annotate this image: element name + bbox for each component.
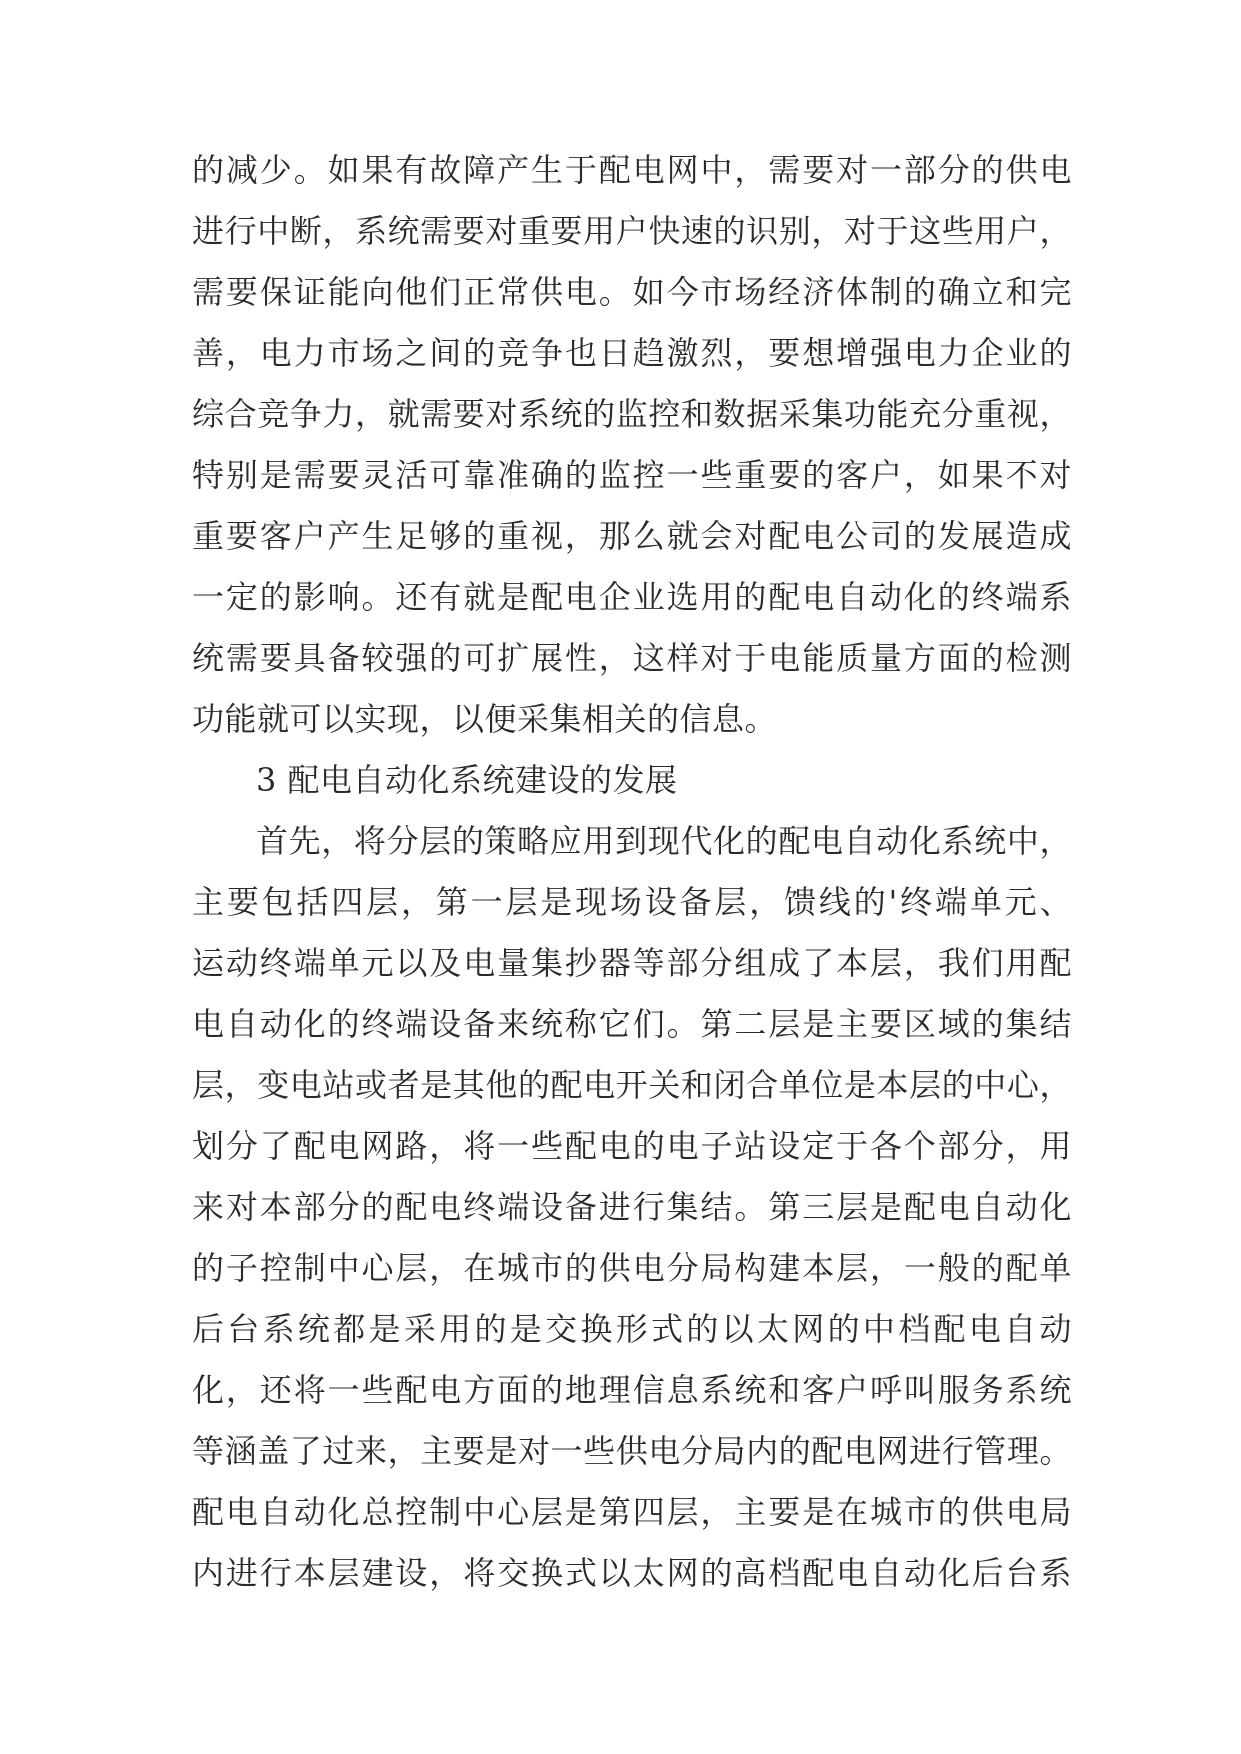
paragraph-1-line-2: 进行中断，系统需要对重要用户快速的识别，对于这些用户， <box>192 212 1072 250</box>
paragraph-2-line-10: 化，还将一些配电方面的地理信息系统和客户呼叫服务系统 <box>192 1371 1072 1409</box>
paragraph-1-line-10: 功能就可以实现，以便采集相关的信息。 <box>192 700 778 738</box>
paragraph-1-line-9: 统需要具备较强的可扩展性，这样对于电能质量方面的检测 <box>192 639 1072 677</box>
paragraph-2-line-3: 运动终端单元以及电量集抄器等部分组成了本层，我们用配 <box>192 944 1072 982</box>
paragraph-2-line-1: 首先，将分层的策略应用到现代化的配电自动化系统中， <box>256 822 1072 860</box>
paragraph-2-line-9: 后台系统都是采用的是交换形式的以太网的中档配电自动 <box>192 1310 1072 1348</box>
paragraph-1-line-6: 特别是需要灵活可靠准确的监控一些重要的客户，如果不对 <box>192 456 1072 494</box>
paragraph-2-line-6: 划分了配电网路，将一些配电的电子站设定于各个部分，用 <box>192 1127 1072 1165</box>
paragraph-1-line-8: 一定的影响。还有就是配电企业选用的配电自动化的终端系 <box>192 578 1072 616</box>
paragraph-2-line-2: 主要包括四层，第一层是现场设备层，馈线的'终端单元、 <box>192 883 1072 921</box>
paragraph-1-line-1: 的减少。如果有故障产生于配电网中，需要对一部分的供电 <box>192 151 1072 189</box>
paragraph-1-line-3: 需要保证能向他们正常供电。如今市场经济体制的确立和完 <box>192 273 1072 311</box>
paragraph-2-line-4: 电自动化的终端设备来统称它们。第二层是主要区域的集结 <box>192 1005 1072 1043</box>
paragraph-1-line-7: 重要客户产生足够的重视，那么就会对配电公司的发展造成 <box>192 517 1072 555</box>
paragraph-2-line-5: 层，变电站或者是其他的配电开关和闭合单位是本层的中心， <box>192 1066 1072 1104</box>
section-heading: 3 配电自动化系统建设的发展 <box>256 761 678 799</box>
paragraph-2-line-12: 配电自动化总控制中心层是第四层，主要是在城市的供电局 <box>192 1493 1072 1531</box>
paragraph-1-line-4: 善，电力市场之间的竞争也日趋激烈，要想增强电力企业的 <box>192 334 1072 372</box>
paragraph-1-line-5: 综合竞争力，就需要对系统的监控和数据采集功能充分重视， <box>192 395 1072 433</box>
paragraph-2-line-11: 等涵盖了过来，主要是对一些供电分局内的配电网进行管理。 <box>192 1432 1072 1470</box>
paragraph-2-line-8: 的子控制中心层，在城市的供电分局构建本层，一般的配单 <box>192 1249 1072 1287</box>
paragraph-2-line-7: 来对本部分的配电终端设备进行集结。第三层是配电自动化 <box>192 1188 1072 1226</box>
paragraph-2-line-13: 内进行本层建设，将交换式以太网的高档配电自动化后台系 <box>192 1554 1072 1592</box>
